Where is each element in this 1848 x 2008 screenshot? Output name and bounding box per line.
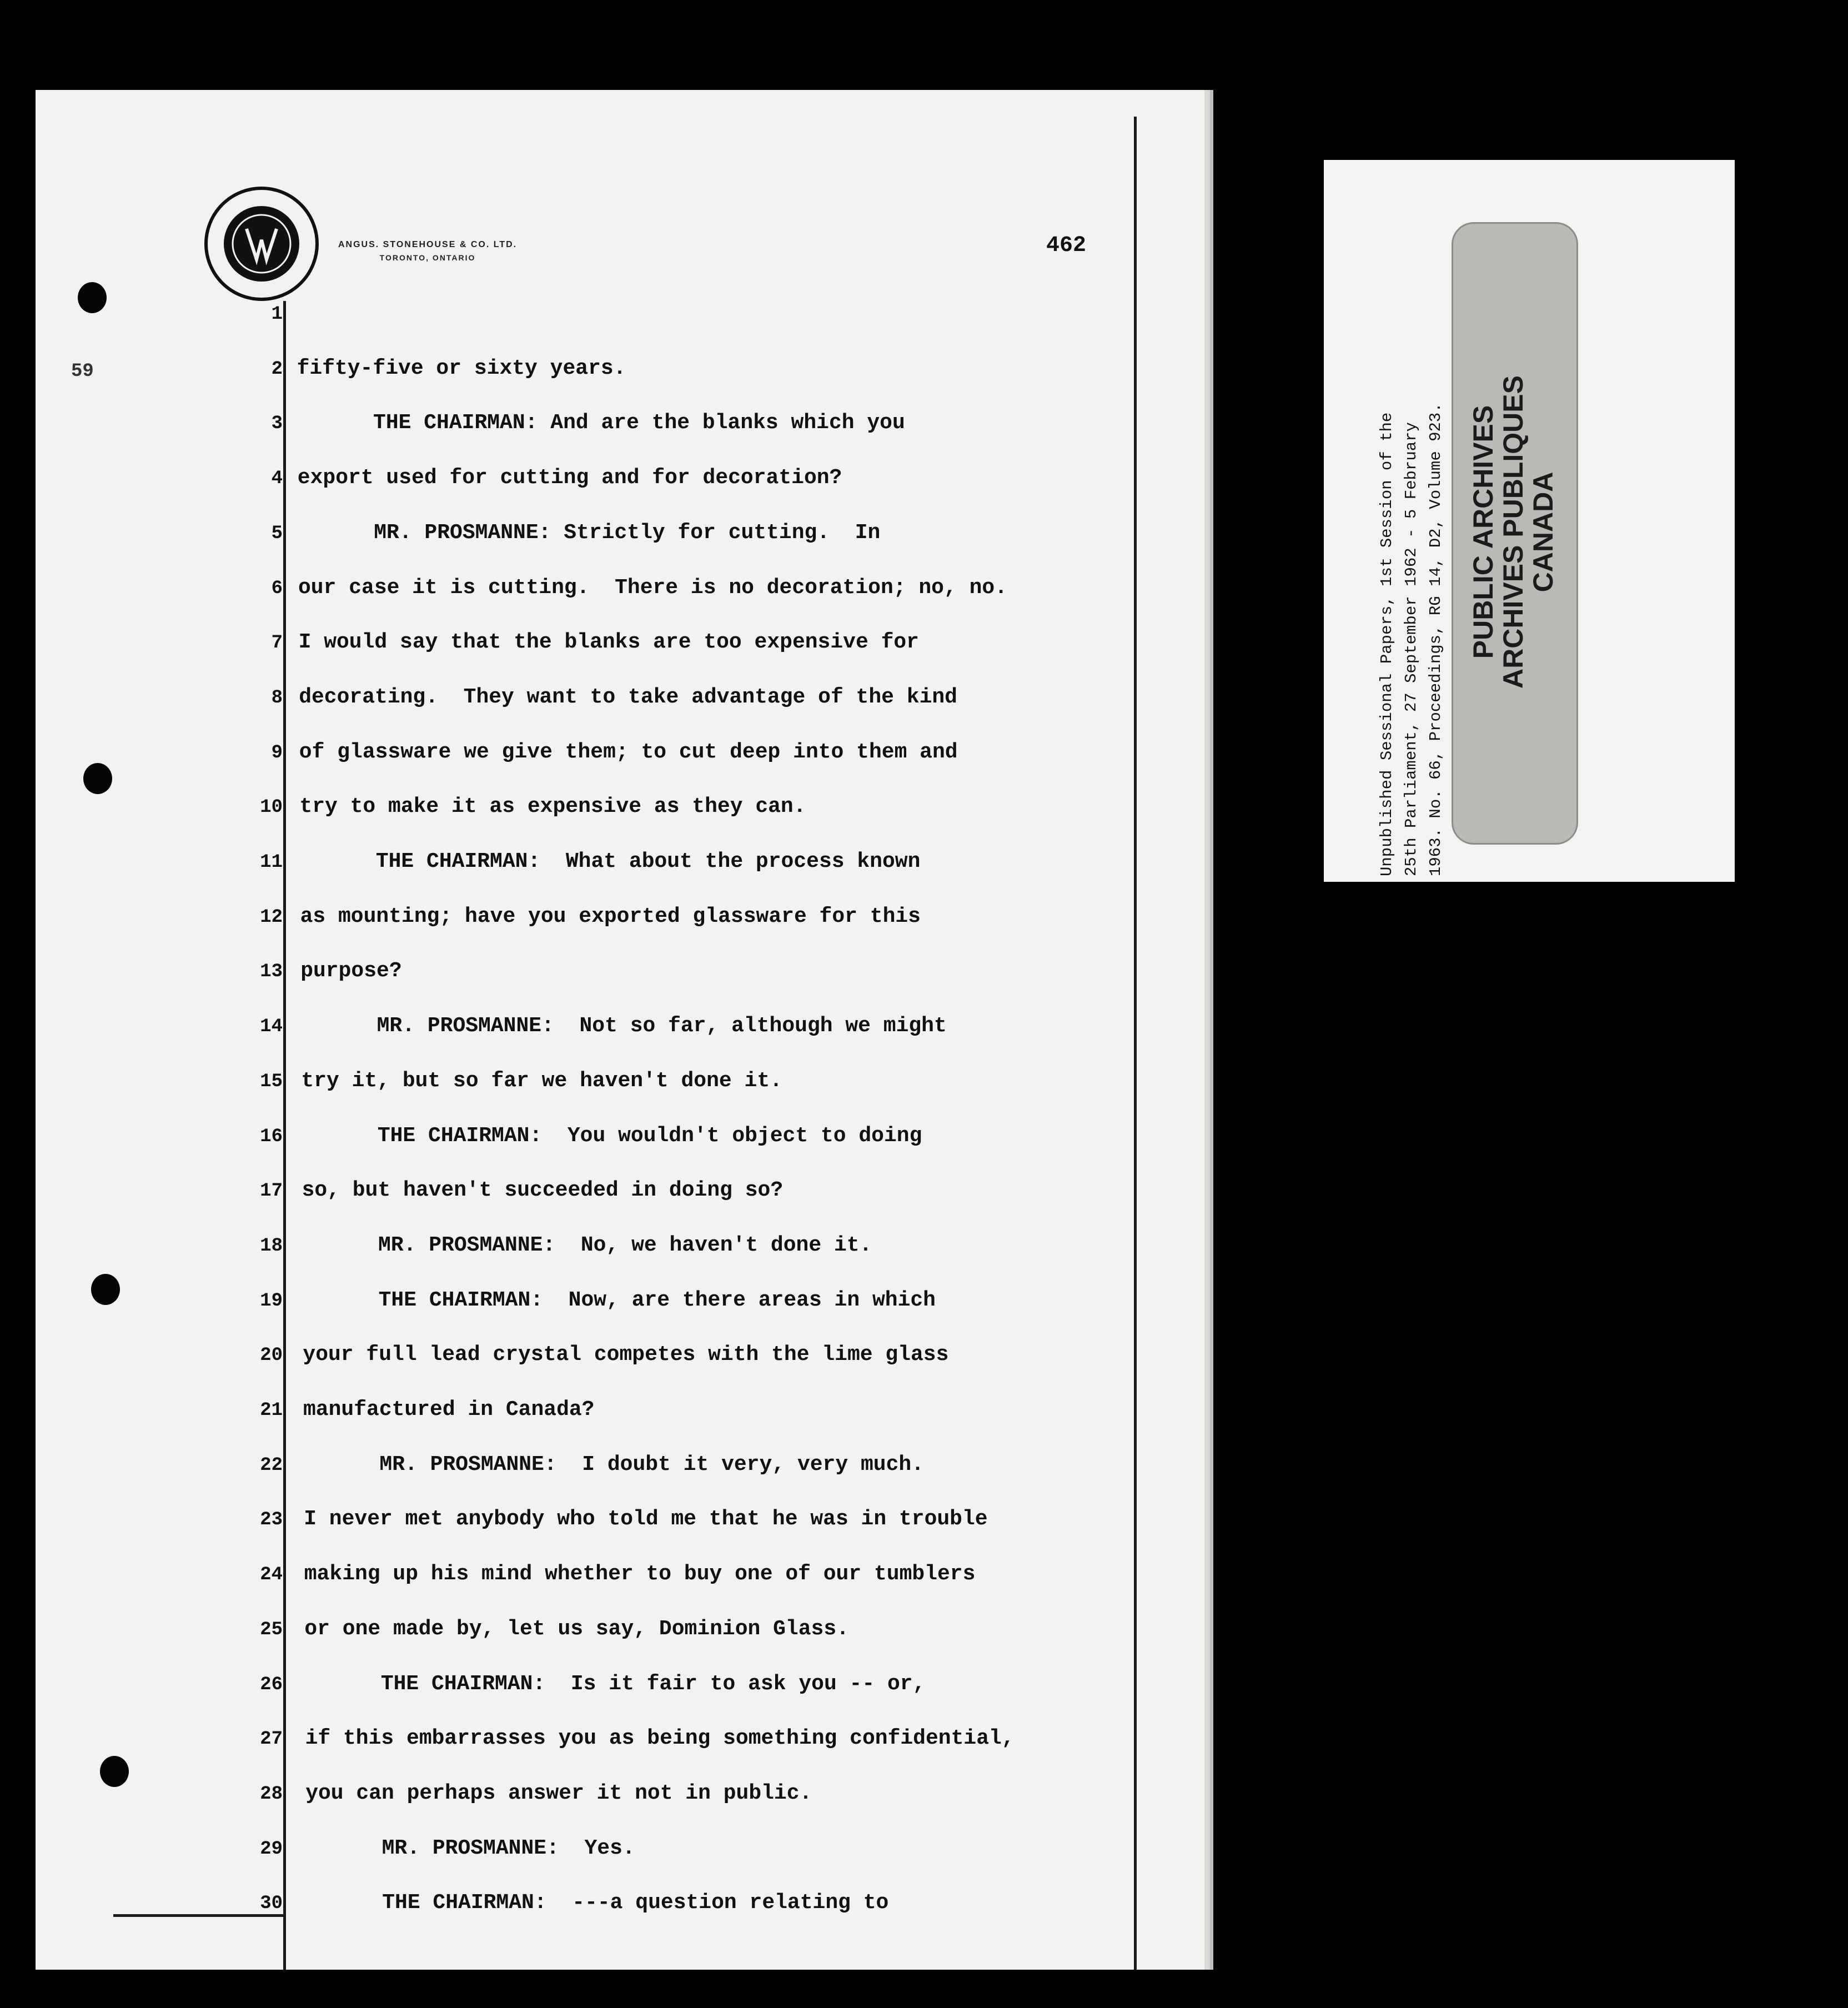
right-margin-rule: [1134, 117, 1137, 1970]
line-number: 9: [271, 742, 283, 764]
bottom-left-rule: [113, 1914, 284, 1917]
line-number: 7: [271, 632, 283, 654]
firm-name: ANGUS. STONEHOUSE & CO. LTD.: [338, 240, 518, 249]
line-number: 1: [271, 304, 283, 325]
punch-hole-3: [91, 1274, 120, 1305]
line-number: 5: [271, 523, 283, 544]
punch-hole-4: [100, 1756, 129, 1787]
punch-hole-1: [78, 282, 107, 313]
transcript-line: as mounting; have you exported glassware for this: [300, 904, 921, 928]
line-number: 19: [260, 1290, 283, 1312]
transcript-line: MR. PROSMANNE: Yes.: [305, 1836, 635, 1860]
transcript-line: fifty-five or sixty years.: [297, 356, 626, 380]
punch-hole-2: [83, 763, 112, 794]
page-number: 462: [1046, 233, 1087, 258]
firm-letterhead: [338, 240, 517, 262]
transcript-line: of glassware we give them; to cut deep into them and: [299, 740, 958, 764]
stamp-line: ARCHIVES PUBLIQUES: [1498, 375, 1529, 689]
citation-line: 1963. No. 66, Proceedings, RG 14, D2, Volume 923.: [1427, 403, 1445, 876]
line-number: 6: [271, 578, 283, 599]
transcript-line: export used for cutting and for decoration?: [297, 466, 842, 490]
line-number: 16: [260, 1126, 283, 1147]
transcript-line: decorating. They want to take advantage of the kind: [299, 685, 957, 709]
line-number: 4: [271, 468, 283, 490]
line-number: 29: [260, 1838, 283, 1860]
line-number: 14: [260, 1016, 283, 1038]
transcript-line: I never met anybody who told me that he was in trouble: [304, 1507, 988, 1532]
line-number: 13: [260, 961, 283, 983]
citation-line: Unpublished Sessional Papers, 1st Session of the: [1378, 412, 1396, 876]
transcript-line: you can perhaps answer it not in public.: [305, 1781, 812, 1805]
line-number: 27: [260, 1729, 283, 1750]
line-number: 17: [260, 1181, 283, 1202]
transcript-line: THE CHAIRMAN: And are the blanks which you: [297, 411, 905, 435]
line-number: 11: [260, 852, 283, 873]
transcript-line: THE CHAIRMAN: Now, are there areas in which: [302, 1288, 936, 1312]
line-number: 20: [260, 1345, 283, 1367]
transcript-line: manufactured in Canada?: [303, 1398, 595, 1422]
transcript-line: I would say that the blanks are too expensive for: [298, 630, 919, 655]
transcript-line: THE CHAIRMAN: You wouldn't object to doing: [302, 1123, 922, 1148]
line-number: 12: [260, 906, 283, 928]
transcript-line: MR. PROSMANNE: I doubt it very, very much.: [303, 1452, 924, 1477]
line-number: 28: [260, 1783, 283, 1805]
line-number: 18: [260, 1235, 283, 1257]
transcript-line: our case it is cutting. There is no decoration; no, no.: [298, 575, 1008, 600]
transcript-line: making up his mind whether to buy one of our tumblers: [304, 1562, 976, 1587]
archives-stamp-text: [1468, 232, 1558, 832]
transcript-line: MR. PROSMANNE: No, we haven't done it.: [302, 1233, 872, 1257]
line-number: 23: [260, 1509, 283, 1531]
line-number: 3: [271, 413, 283, 435]
transcript-line: try it, but so far we haven't done it.: [301, 1068, 782, 1093]
line-number: 30: [260, 1893, 283, 1915]
stamp-line: PUBLIC ARCHIVES: [1468, 405, 1499, 659]
transcript-line: THE CHAIRMAN: ---a question relating to: [306, 1891, 889, 1915]
line-number: 2: [271, 358, 283, 380]
transcript-line: MR. PROSMANNE: Strictly for cutting. In: [298, 520, 881, 545]
transcript-line: THE CHAIRMAN: Is it fair to ask you -- or,: [305, 1671, 926, 1696]
firm-city: TORONTO, ONTARIO: [379, 253, 476, 262]
transcript-line: so, but haven't succeeded in doing so?: [302, 1178, 784, 1203]
line-number: 22: [260, 1454, 283, 1476]
archive-card: [1324, 160, 1735, 882]
line-number: 26: [260, 1674, 283, 1695]
transcript-page: [36, 90, 1210, 1970]
transcript-line: your full lead crystal competes with the lime glass: [303, 1343, 949, 1367]
margin-mark: 59: [71, 361, 94, 382]
line-number: 15: [260, 1071, 283, 1092]
line-number: 25: [260, 1619, 283, 1640]
transcript-line: THE CHAIRMAN: What about the process known: [300, 850, 921, 874]
line-number: 10: [260, 797, 283, 819]
transcript-line: MR. PROSMANNE: Not so far, although we might: [300, 1014, 947, 1038]
stamp-line: CANADA: [1528, 471, 1559, 593]
transcript-line: purpose?: [300, 959, 402, 983]
line-number: 21: [260, 1400, 283, 1421]
line-number: 8: [271, 687, 283, 709]
archive-citation: [1375, 210, 1448, 876]
line-number: 24: [260, 1564, 283, 1586]
citation-line: 25th Parliament, 27 September 1962 - 5 February: [1402, 422, 1420, 876]
left-margin-rule: [283, 301, 286, 1970]
transcript-line: try to make it as expensive as they can.: [299, 795, 806, 819]
transcription-seal-icon: [202, 184, 322, 304]
transcript-line: if this embarrasses you as being something confidential,: [305, 1726, 1015, 1751]
transcript-line: or one made by, let us say, Dominion Glass.: [304, 1617, 849, 1641]
